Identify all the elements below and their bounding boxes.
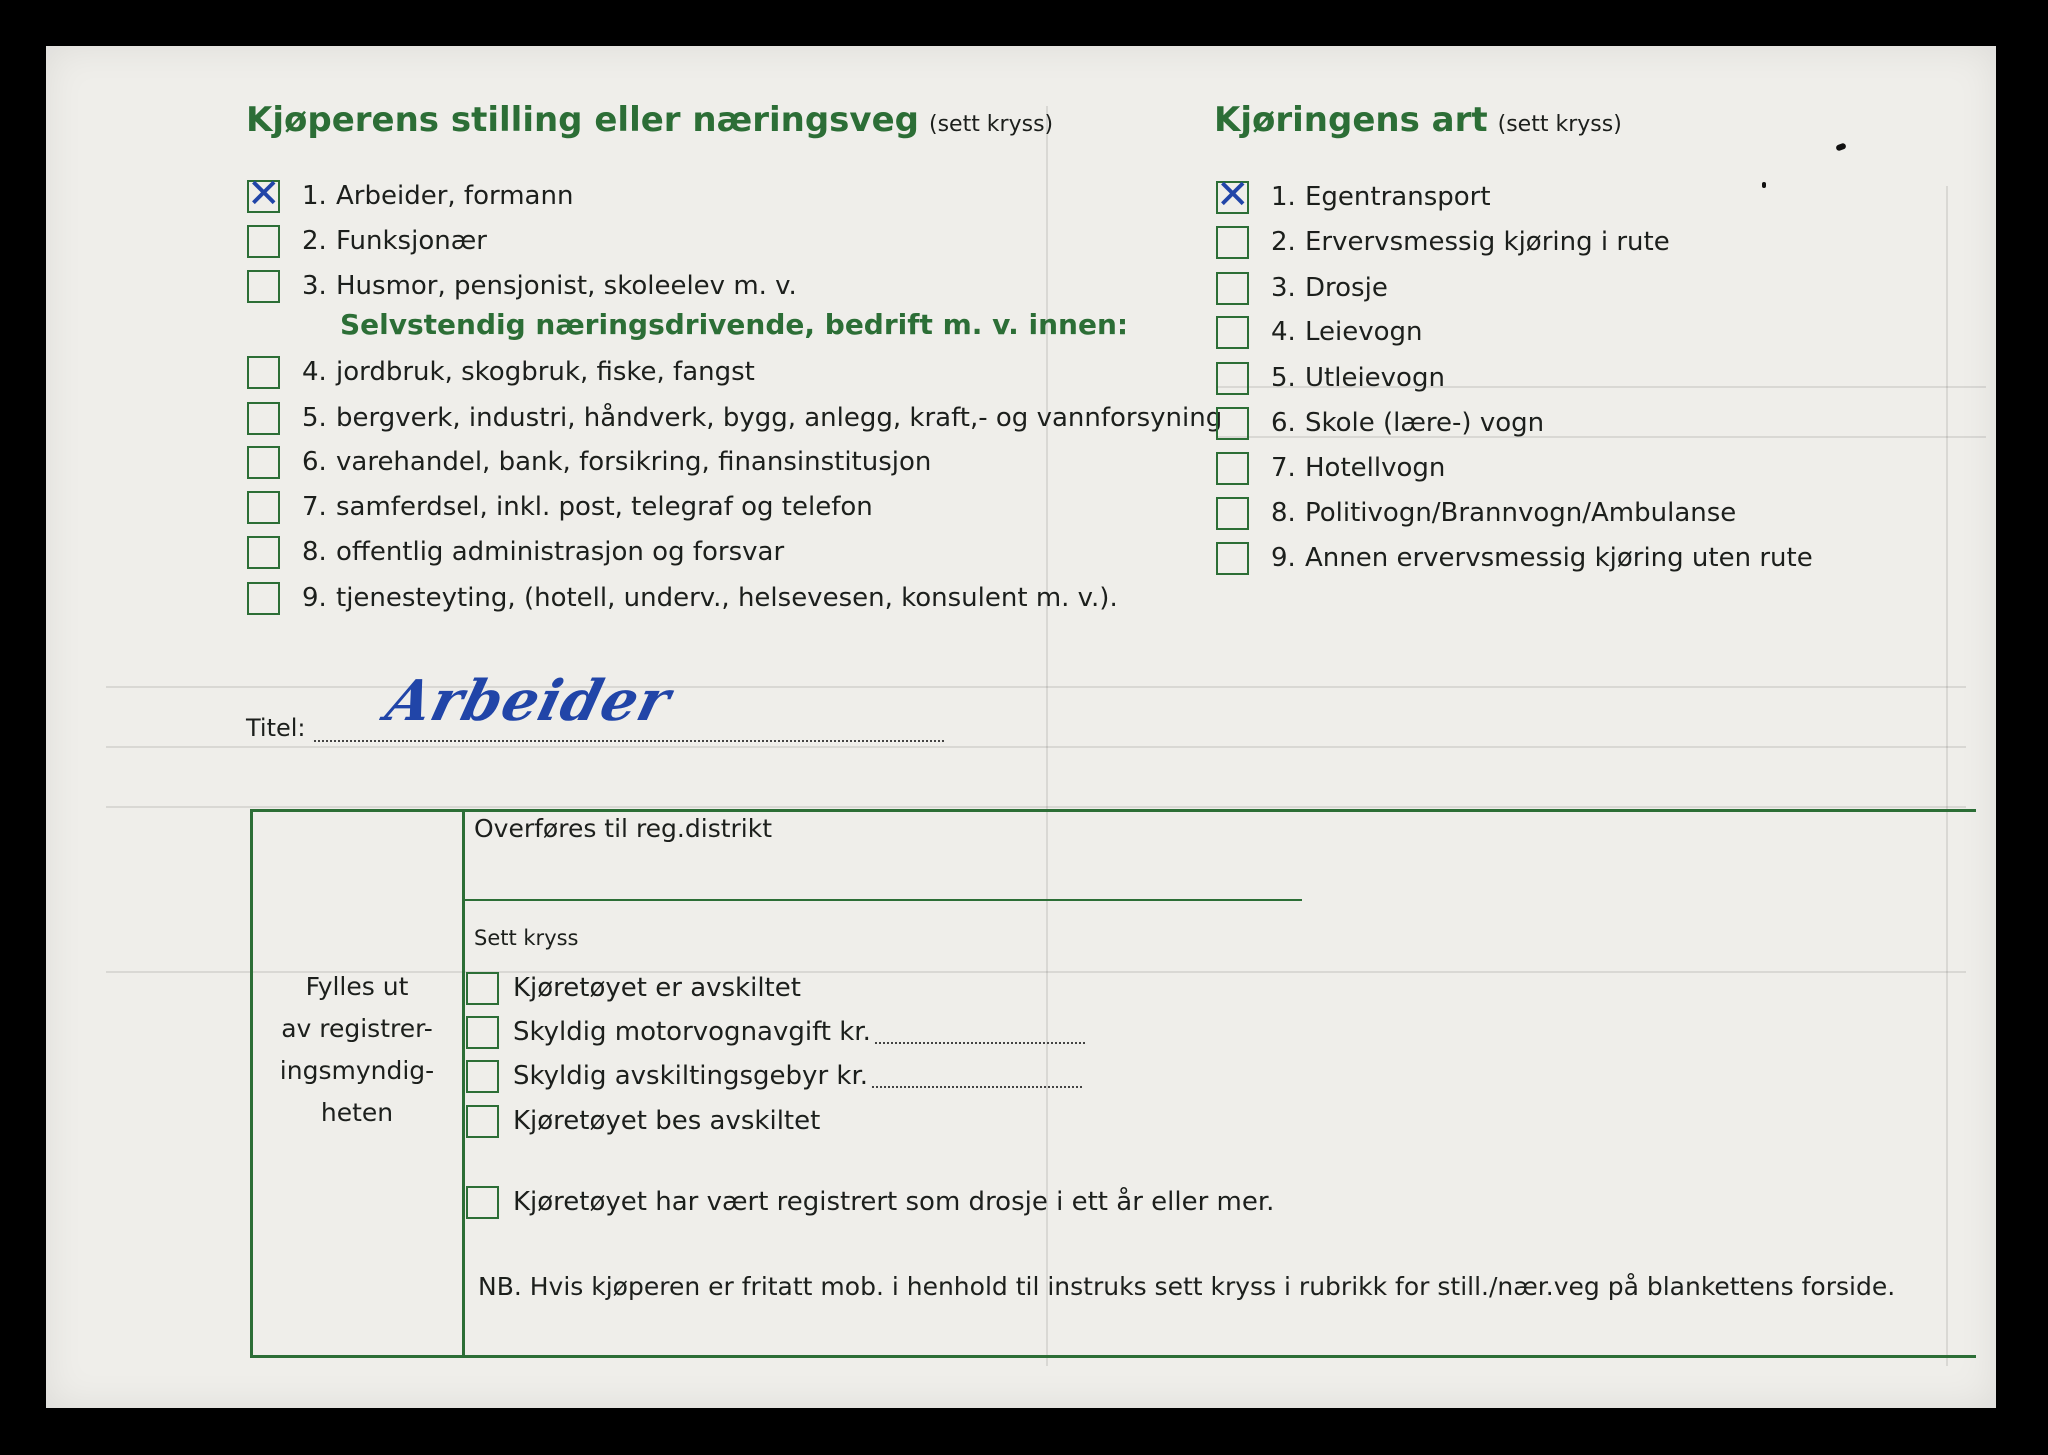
driving-type-heading-text: Kjøringens art — [1214, 100, 1488, 140]
driving-option-7[interactable] — [1216, 448, 1445, 488]
registry-option-3[interactable] — [466, 1056, 1082, 1096]
driving-label-2: Ervervsmessig kjøring i rute — [1305, 227, 1670, 257]
motor-fee-amount-field[interactable] — [875, 1020, 1085, 1044]
driving-checkbox-8[interactable] — [1216, 497, 1249, 530]
driving-number-5: 5. — [1271, 363, 1296, 393]
title-label: Titel: — [246, 714, 306, 742]
registry-label-5: Kjøretøyet har vært registrert som drosje i ett år eller mer. — [513, 1187, 1275, 1217]
occupation-label-3: Husmor, pensjonist, skoleelev m. v. — [336, 271, 797, 301]
occupation-number-9: 9. — [302, 583, 327, 613]
occupation-number-5: 5. — [302, 403, 327, 433]
driving-label-9: Annen ervervsmessig kjøring uten rute — [1305, 543, 1813, 573]
box-top-border — [250, 809, 1976, 812]
transfer-label: Overføres til reg.distrikt — [474, 814, 773, 843]
form-paper — [46, 46, 1996, 1408]
occupation-label-2: Funksjonær — [336, 226, 487, 256]
occupation-option-2[interactable] — [247, 221, 487, 261]
occupation-number-7: 7. — [302, 492, 327, 522]
driving-checkbox-7[interactable] — [1216, 452, 1249, 485]
registry-checkbox-4[interactable] — [466, 1105, 499, 1138]
ink-speck — [1835, 142, 1846, 151]
registry-label-3: Skyldig avskiltingsgebyr kr. — [513, 1061, 869, 1091]
occupation-checkbox-5[interactable] — [247, 402, 280, 435]
occupation-checkbox-7[interactable] — [247, 491, 280, 524]
registry-option-5[interactable] — [466, 1182, 1274, 1222]
driving-option-2[interactable] — [1216, 222, 1670, 262]
driving-option-9[interactable] — [1216, 538, 1813, 578]
occupation-label-1: Arbeider, formann — [336, 181, 574, 211]
driving-checkbox-1[interactable] — [1216, 171, 1250, 218]
transfer-field-line[interactable] — [462, 899, 1302, 901]
driving-number-7: 7. — [1271, 453, 1296, 483]
driving-checkbox-9[interactable] — [1216, 542, 1249, 575]
occupation-checkbox-3[interactable] — [247, 270, 280, 303]
driving-option-3[interactable] — [1216, 268, 1388, 308]
registry-label-2: Skyldig motorvognavgift kr. — [513, 1017, 871, 1047]
driving-type-heading — [1214, 100, 1622, 140]
registry-checkbox-5[interactable] — [466, 1186, 499, 1219]
occupation-label-4: jordbruk, skogbruk, fiske, fangst — [336, 357, 755, 387]
box-divider — [462, 809, 465, 1358]
occupation-option-3[interactable] — [247, 266, 797, 306]
driving-checkbox-6[interactable] — [1216, 407, 1249, 440]
registry-option-2[interactable] — [466, 1012, 1085, 1052]
driving-option-5[interactable] — [1216, 358, 1445, 398]
occupation-number-8: 8. — [302, 537, 327, 567]
registry-side-label-line-3: ingsmyndig- — [279, 1056, 435, 1085]
occupation-number-1: 1. — [302, 181, 327, 211]
ink-speck — [1762, 182, 1766, 188]
registry-side-label — [252, 966, 462, 1134]
registry-label-4: Kjøretøyet bes avskiltet — [513, 1106, 821, 1136]
check-mark-icon: ✕ — [247, 170, 281, 217]
driving-number-8: 8. — [1271, 498, 1296, 528]
driving-checkbox-4[interactable] — [1216, 316, 1249, 349]
occupation-label-7: samferdsel, inkl. post, telegraf og telefon — [336, 492, 873, 522]
driving-option-4[interactable] — [1216, 312, 1423, 352]
driving-type-heading-note: (sett kryss) — [1497, 112, 1622, 137]
occupation-option-5[interactable] — [247, 398, 1222, 438]
driving-label-4: Leievogn — [1305, 317, 1423, 347]
occupation-option-7[interactable] — [247, 487, 873, 527]
occupation-checkbox-9[interactable] — [247, 582, 280, 615]
driving-checkbox-2[interactable] — [1216, 226, 1249, 259]
driving-checkbox-3[interactable] — [1216, 272, 1249, 305]
occupation-label-6: varehandel, bank, forsikring, finansinstitusjon — [336, 447, 932, 477]
buyer-occupation-heading-note: (sett kryss) — [928, 112, 1054, 137]
occupation-number-6: 6. — [302, 447, 327, 477]
driving-label-5: Utleievogn — [1305, 363, 1445, 393]
registry-checkbox-3[interactable] — [466, 1060, 499, 1093]
driving-number-6: 6. — [1271, 408, 1296, 438]
registry-side-label-line-2: av registrer- — [281, 1014, 433, 1043]
driving-checkbox-5[interactable] — [1216, 362, 1249, 395]
buyer-occupation-heading — [246, 100, 1053, 140]
plate-fee-amount-field[interactable] — [872, 1064, 1082, 1088]
occupation-checkbox-8[interactable] — [247, 536, 280, 569]
driving-number-9: 9. — [1271, 543, 1296, 573]
registry-option-1[interactable] — [466, 968, 801, 1008]
registry-side-label-line-4: heten — [320, 1098, 394, 1127]
driving-label-7: Hotellvogn — [1305, 453, 1446, 483]
self-employed-subheading: Selvstendig næringsdrivende, bedrift m. v. innen: — [340, 308, 1129, 341]
occupation-option-1[interactable] — [247, 170, 574, 217]
occupation-label-8: offentlig administrasjon og forsvar — [336, 537, 785, 567]
registry-side-label-line-1: Fylles ut — [305, 972, 409, 1001]
driving-number-2: 2. — [1271, 227, 1296, 257]
buyer-occupation-heading-text: Kjøperens stilling eller næringsveg — [246, 100, 919, 140]
registry-checkbox-2[interactable] — [466, 1016, 499, 1049]
check-mark-icon: ✕ — [1216, 171, 1250, 218]
driving-label-8: Politivogn/Brannvogn/Ambulanse — [1305, 498, 1737, 528]
title-handwritten-value: Arbeider — [379, 668, 678, 734]
driving-label-3: Drosje — [1305, 273, 1388, 303]
driving-option-1[interactable] — [1216, 171, 1491, 218]
registry-label-1: Kjøretøyet er avskiltet — [513, 973, 801, 1003]
occupation-label-9: tjenesteyting, (hotell, underv., helsevesen, konsulent m. v.). — [336, 583, 1118, 613]
nb-note: NB. Hvis kjøperen er fritatt mob. i henhold til instruks sett kryss i rubrikk for still./nær.veg på blankettens forside. — [478, 1272, 1896, 1301]
box-bottom-border — [250, 1355, 1976, 1358]
occupation-number-3: 3. — [302, 271, 327, 301]
driving-option-6[interactable] — [1216, 403, 1544, 443]
occupation-option-6[interactable] — [247, 442, 931, 482]
driving-number-1: 1. — [1271, 182, 1296, 212]
driving-label-6: Skole (lære-) vogn — [1305, 408, 1545, 438]
occupation-option-8[interactable] — [247, 532, 784, 572]
occupation-label-5: bergverk, industri, håndverk, bygg, anlegg, kraft,- og vannforsyning — [336, 403, 1223, 433]
occupation-checkbox-6[interactable] — [247, 446, 280, 479]
title-input-line[interactable] — [314, 740, 944, 742]
driving-number-3: 3. — [1271, 273, 1296, 303]
driving-number-4: 4. — [1271, 317, 1296, 347]
registry-checkbox-1[interactable] — [466, 972, 499, 1005]
occupation-number-4: 4. — [302, 357, 327, 387]
occupation-option-4[interactable] — [247, 352, 755, 392]
occupation-checkbox-2[interactable] — [247, 225, 280, 258]
registry-option-4[interactable] — [466, 1101, 820, 1141]
occupation-checkbox-1[interactable] — [247, 170, 281, 217]
occupation-option-9[interactable] — [247, 578, 1118, 618]
occupation-number-2: 2. — [302, 226, 327, 256]
occupation-checkbox-4[interactable] — [247, 356, 280, 389]
driving-option-8[interactable] — [1216, 493, 1736, 533]
driving-label-1: Egentransport — [1305, 182, 1491, 212]
check-note: Sett kryss — [474, 926, 579, 950]
